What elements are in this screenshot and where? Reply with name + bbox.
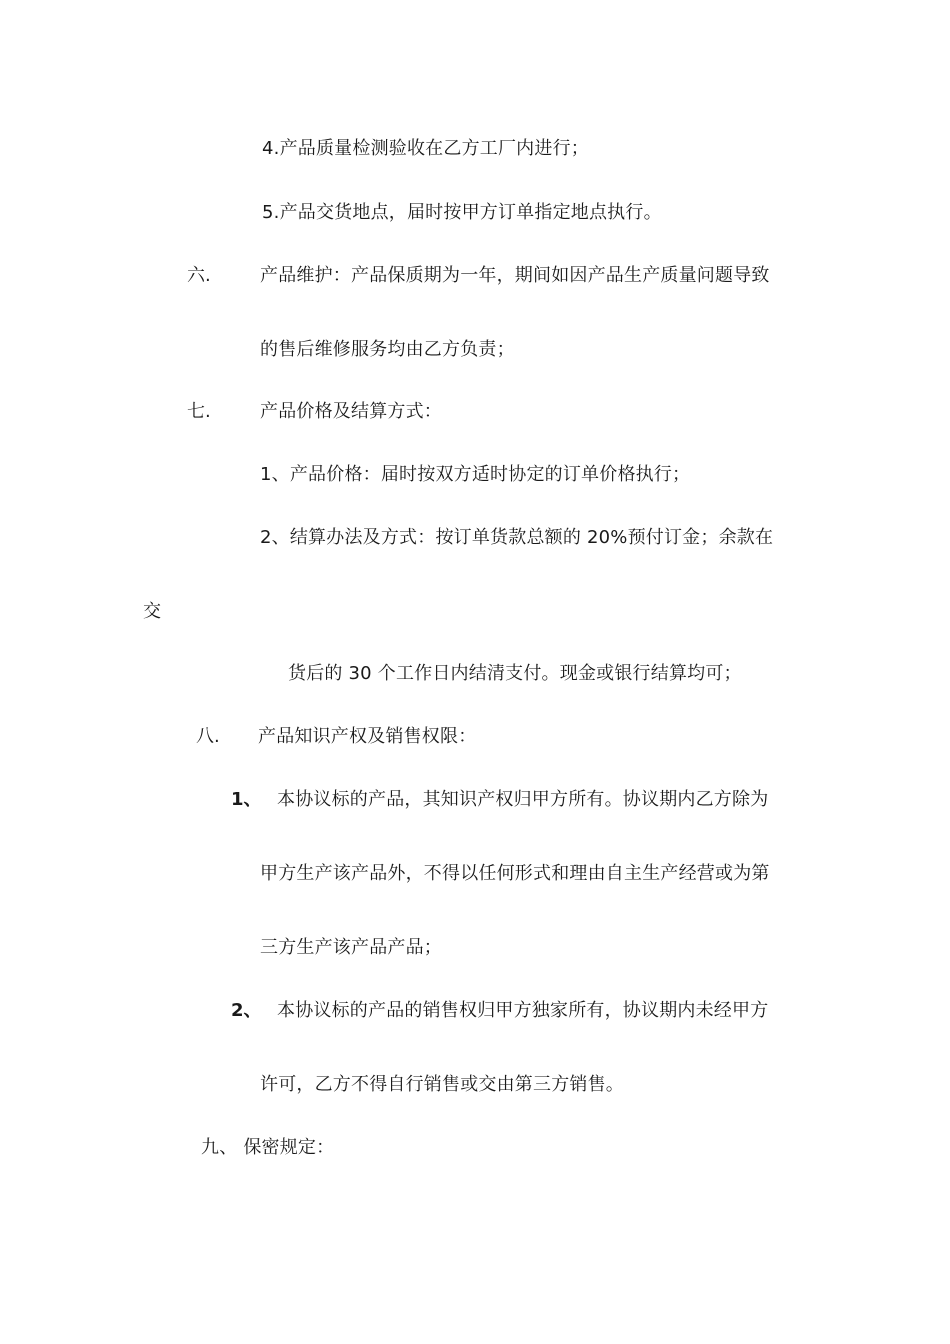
clause-5-item-5: 5.产品交货地点，届时按甲方订单指定地点执行。 <box>262 202 662 223</box>
section-8-title: 产品知识产权及销售权限： <box>258 726 477 747</box>
clause-5-item-4: 4.产品质量检测验收在乙方工厂内进行； <box>262 138 589 159</box>
section-8-item-1-number: 1、 <box>231 789 262 810</box>
section-8-item-2-number: 2、 <box>231 1000 262 1021</box>
section-7-item-1: 1、产品价格：届时按双方适时协定的订单价格执行； <box>260 464 691 485</box>
section-8-number: 八. <box>196 726 220 747</box>
section-8-item-1-line-3: 三方生产该产品产品； <box>260 937 442 958</box>
section-6-line-2: 的售后维修服务均由乙方负责； <box>260 339 515 360</box>
section-7-title: 产品价格及结算方式： <box>260 401 442 422</box>
section-7-number: 七. <box>187 401 211 422</box>
section-8-item-2-line-2: 许可，乙方不得自行销售或交由第三方销售。 <box>260 1074 624 1095</box>
section-7-item-2-line-1: 2、结算办法及方式：按订单货款总额的 20%预付订金；余款在 <box>260 527 774 548</box>
section-9-title: 九、 保密规定： <box>201 1137 335 1158</box>
section-6-number: 六. <box>187 265 211 286</box>
section-7-item-2-line-2: 货后的 30 个工作日内结清支付。现金或银行结算均可； <box>288 663 742 684</box>
section-6-line-1: 产品维护：产品保质期为一年，期间如因产品生产质量问题导致 <box>260 265 770 286</box>
section-8-item-1-line-2: 甲方生产该产品外，不得以任何形式和理由自主生产经营或为第 <box>260 863 770 884</box>
section-8-item-2-line-1: 本协议标的产品的销售权归甲方独家所有，协议期内未经甲方 <box>277 1000 769 1021</box>
section-8-item-1-line-1: 本协议标的产品，其知识产权归甲方所有。协议期内乙方除为 <box>277 789 769 810</box>
section-7-item-2-wrap: 交 <box>143 601 162 622</box>
